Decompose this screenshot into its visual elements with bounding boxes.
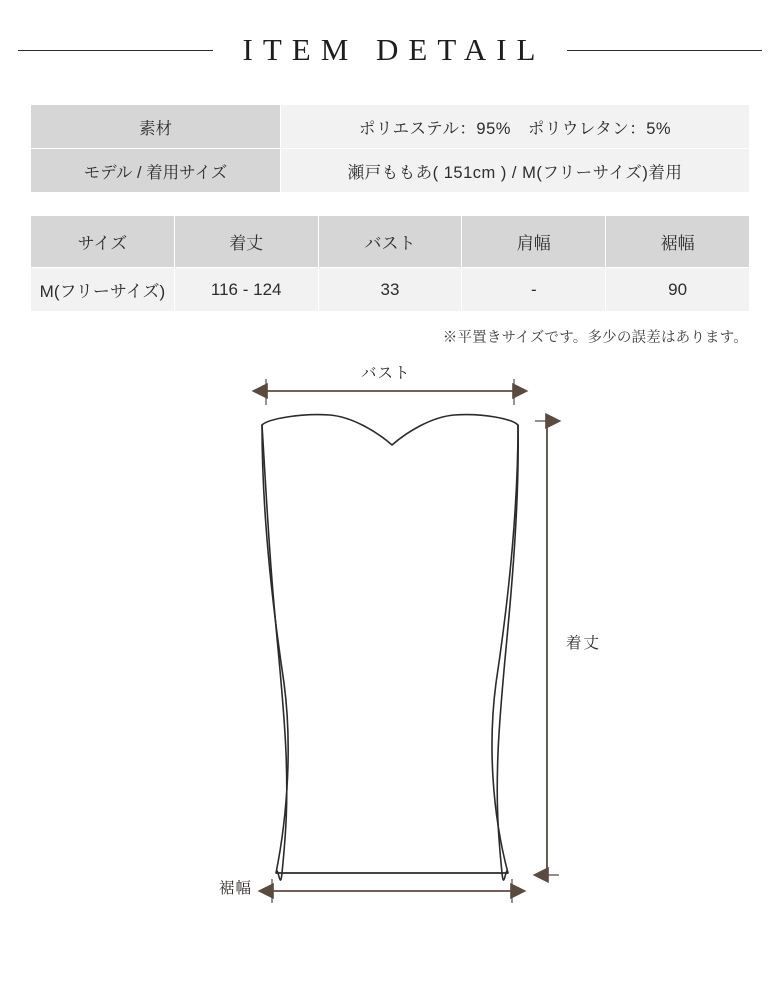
size-cell-hem: 90	[606, 268, 750, 312]
size-col-header-size: サイズ	[31, 216, 175, 268]
table-row	[31, 149, 750, 193]
garment-outline	[262, 415, 518, 880]
garment-diagram	[0, 353, 780, 953]
size-cell-size: M(フリーサイズ)	[31, 268, 175, 312]
size-table-header-row	[31, 216, 750, 268]
spec-label-model: モデル / 着用サイズ	[31, 149, 281, 193]
size-table	[30, 215, 750, 312]
diagram-svg	[0, 353, 780, 953]
size-col-header-length: 着丈	[174, 216, 318, 268]
table-row	[31, 268, 750, 312]
measurement-note: ※平置きサイズです。多少の誤差はあります。	[442, 330, 748, 346]
size-col-header-shoulder: 肩幅	[462, 216, 606, 268]
spec-table-wrap	[0, 104, 780, 312]
page-title: ITEM DETAIL	[242, 32, 546, 67]
spec-table	[30, 104, 750, 193]
diagram-label-bust: バスト	[361, 365, 411, 382]
spec-label-material: 素材	[31, 105, 281, 149]
size-cell-shoulder: -	[462, 268, 606, 312]
size-col-header-hem: 裾幅	[606, 216, 750, 268]
size-cell-bust: 33	[318, 268, 462, 312]
spec-value-material: ポリエステル：95% ポリウレタン：5%	[281, 105, 750, 149]
table-row	[31, 105, 750, 149]
page-title-row	[0, 0, 780, 68]
title-rule-right	[567, 50, 762, 51]
size-col-header-bust: バスト	[318, 216, 462, 268]
title-rule-left	[18, 50, 213, 51]
diagram-label-hem: 裾幅	[219, 880, 253, 897]
spec-value-model: 瀬戸ももあ( 151cm ) / M(フリーサイズ)着用	[281, 149, 750, 193]
size-cell-length: 116 - 124	[174, 268, 318, 312]
diagram-label-length: 着丈	[566, 635, 602, 652]
